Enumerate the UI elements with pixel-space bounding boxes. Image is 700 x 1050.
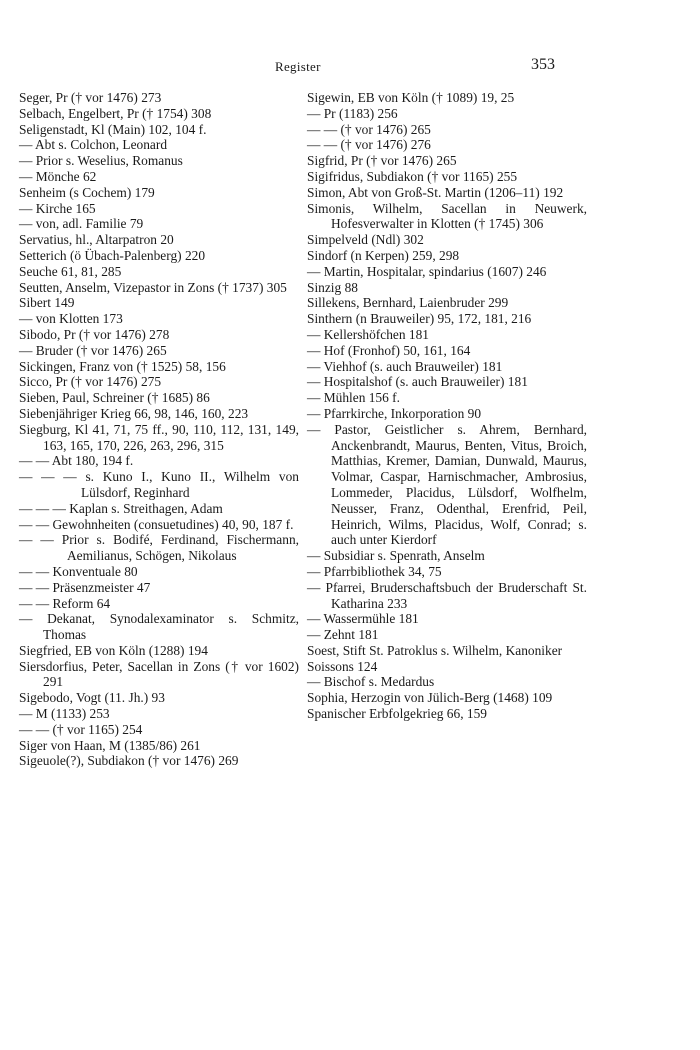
index-entry: — von Klotten 173	[19, 311, 123, 327]
index-entry: Sigebodo, Vogt (11. Jh.) 93	[19, 690, 165, 706]
index-entry: — — — s. Kuno I., Kuno II., Wilhelm von Lülsdorf, Reginhard	[19, 469, 299, 500]
index-entry: — Pr (1183) 256	[307, 105, 398, 121]
index-entry: — — Gewohnheiten (consuetudines) 40, 90, 187 f.	[19, 516, 294, 532]
index-entry: — Bischof s. Medardus	[307, 674, 435, 690]
index-entry: — Mönche 62	[19, 168, 97, 184]
index-entry: Sigewin, EB von Köln († 1089) 19, 25	[307, 90, 515, 105]
index-entry: Siegfried, EB von Köln (1288) 194	[19, 642, 208, 658]
index-entry: Sindorf (n Kerpen) 259, 298	[307, 247, 460, 263]
index-entry: — Prior s. Weselius, Romanus	[19, 153, 183, 169]
index-entry: Seutten, Anselm, Vizepastor in Zons († 1737) 305	[19, 279, 287, 295]
index-entry: — M (1133) 253	[19, 706, 110, 722]
index-entry: — — Abt 180, 194 f.	[19, 453, 134, 469]
index-entry: Sigfrid, Pr († vor 1476) 265	[307, 153, 457, 169]
page-number: 353	[531, 56, 555, 73]
index-entry: — — Präsenzmeister 47	[19, 579, 151, 595]
index-entry: — von, adl. Familie 79	[19, 216, 144, 232]
index-entry: Siegburg, Kl 41, 71, 75 ff., 90, 110, 112, 131, 149, 163, 165, 170, 226, 263, 296, 315	[19, 421, 299, 453]
index-entry: — Bruder († vor 1476) 265	[19, 342, 167, 358]
index-entry: Siebenjähriger Krieg 66, 98, 146, 160, 223	[19, 405, 249, 421]
index-entry: Sophia, Herzogin von Jülich-Berg (1468) 109	[307, 690, 553, 706]
index-entry: — — († vor 1476) 276	[307, 137, 431, 153]
index-entry: Senheim (s Cochem) 179	[19, 184, 155, 200]
index-entry: Sibert 149	[19, 295, 75, 311]
index-entry: Siersdorfius, Peter, Sacellan in Zons († vor 1602) 291	[19, 658, 299, 690]
index-entry: — Kirche 165	[19, 200, 96, 216]
index-entry: — — Prior s. Bodifé, Ferdinand, Fischermann, Aemilianus, Schögen, Nikolaus	[19, 532, 299, 564]
index-entry: — Hospitalshof (s. auch Brauweiler) 181	[307, 374, 528, 390]
index-entry: Siger von Haan, M (1385/86) 261	[19, 737, 201, 753]
index-entry: — Abt s. Colchon, Leonard	[19, 137, 168, 153]
index-entry: Soissons 124	[307, 658, 378, 674]
index-entry: Spanischer Erbfolgekrieg 66, 159	[307, 706, 487, 722]
index-entry: — Mühlen 156 f.	[307, 390, 400, 406]
index-entry: — — — Kaplan s. Streithagen, Adam	[19, 500, 223, 516]
index-entry: — Viehhof (s. auch Brauweiler) 181	[307, 358, 503, 374]
index-entry: Sigeuole(?), Subdiakon († vor 1476) 269	[19, 753, 239, 769]
index-entry: Servatius, hl., Altarpatron 20	[19, 232, 174, 248]
index-entry: Selbach, Engelbert, Pr († 1754) 308	[19, 105, 212, 121]
index-entry: Sinthern (n Brauweiler) 95, 172, 181, 216	[307, 311, 532, 327]
index-entry: Simon, Abt von Groß-St. Martin (1206–11) 192	[307, 184, 564, 200]
index-entry: Sicco, Pr († vor 1476) 275	[19, 374, 162, 390]
index-entry: — Pastor, Geistlicher s. Ahrem, Bernhard, Anckenbrandt, Maurus, Benten, Vitus, Broich, Matthias, Kremer, Damian, Dunwald, Maurus, Volmar, Caspar, Harnischmacher, Ambrosius, Lommeder, Placidus, Lülsdorf, Wolfhelm, Neusser, Franz, Odenthal, Erenfrid, Peil, Heinrich, Wilms, Placidus, Wolf, Conrad; s. auch unter Kierdorf	[307, 421, 587, 548]
index-entry: Simpelveld (Ndl) 302	[307, 232, 424, 248]
index-entry: — Pfarrei, Bruderschaftsbuch der Bruderschaft St. Katharina 233	[307, 579, 587, 611]
index-entry: — Martin, Hospitalar, spindarius (1607) 246	[307, 263, 547, 279]
index-entry: — — († vor 1476) 265	[307, 121, 431, 137]
index-entry: Seligenstadt, Kl (Main) 102, 104 f.	[19, 121, 207, 137]
index-entry: — Kellershöfchen 181	[307, 326, 429, 342]
index-entry: Soest, Stift St. Patroklus s. Wilhelm, Kanoniker	[307, 642, 563, 658]
index-entry: — Pfarrkirche, Inkorporation 90	[307, 405, 482, 421]
index-entry: — Hof (Fronhof) 50, 161, 164	[307, 342, 471, 358]
index-entry: — — Reform 64	[19, 595, 111, 611]
index-entry: Sieben, Paul, Schreiner († 1685) 86	[19, 390, 210, 406]
index-entry: Sigifridus, Subdiakon († vor 1165) 255	[307, 168, 518, 184]
index-entry: — Wassermühle 181	[307, 611, 419, 627]
index-entry: — — († vor 1165) 254	[19, 721, 143, 737]
index-entry: Sickingen, Franz von († 1525) 58, 156	[19, 358, 226, 374]
index-entry: — Dekanat, Synodalexaminator s. Schmitz, Thomas	[19, 611, 299, 643]
index-entry: Sillekens, Bernhard, Laienbruder 299	[307, 295, 509, 311]
index-entry: — Subsidiar s. Spenrath, Anselm	[307, 548, 485, 564]
index-entry: — — Konventuale 80	[19, 563, 138, 579]
index-entry: Sinzig 88	[307, 279, 358, 295]
index-entry: Simonis, Wilhelm, Sacellan in Neuwerk, Hofesverwalter in Klotten († 1745) 306	[307, 200, 587, 232]
index-entry: Seger, Pr († vor 1476) 273	[19, 90, 162, 105]
running-header: Register	[275, 59, 321, 74]
index-entry: — Pfarrbibliothek 34, 75	[307, 563, 442, 579]
index-entry: Sibodo, Pr († vor 1476) 278	[19, 326, 170, 342]
index-entry: Setterich (ö Übach-Palenberg) 220	[19, 247, 206, 263]
index-entry: Seuche 61, 81, 285	[19, 263, 122, 279]
index-column-left	[19, 90, 299, 769]
index-column-right	[307, 90, 587, 722]
index-entry: — Zehnt 181	[307, 627, 379, 643]
